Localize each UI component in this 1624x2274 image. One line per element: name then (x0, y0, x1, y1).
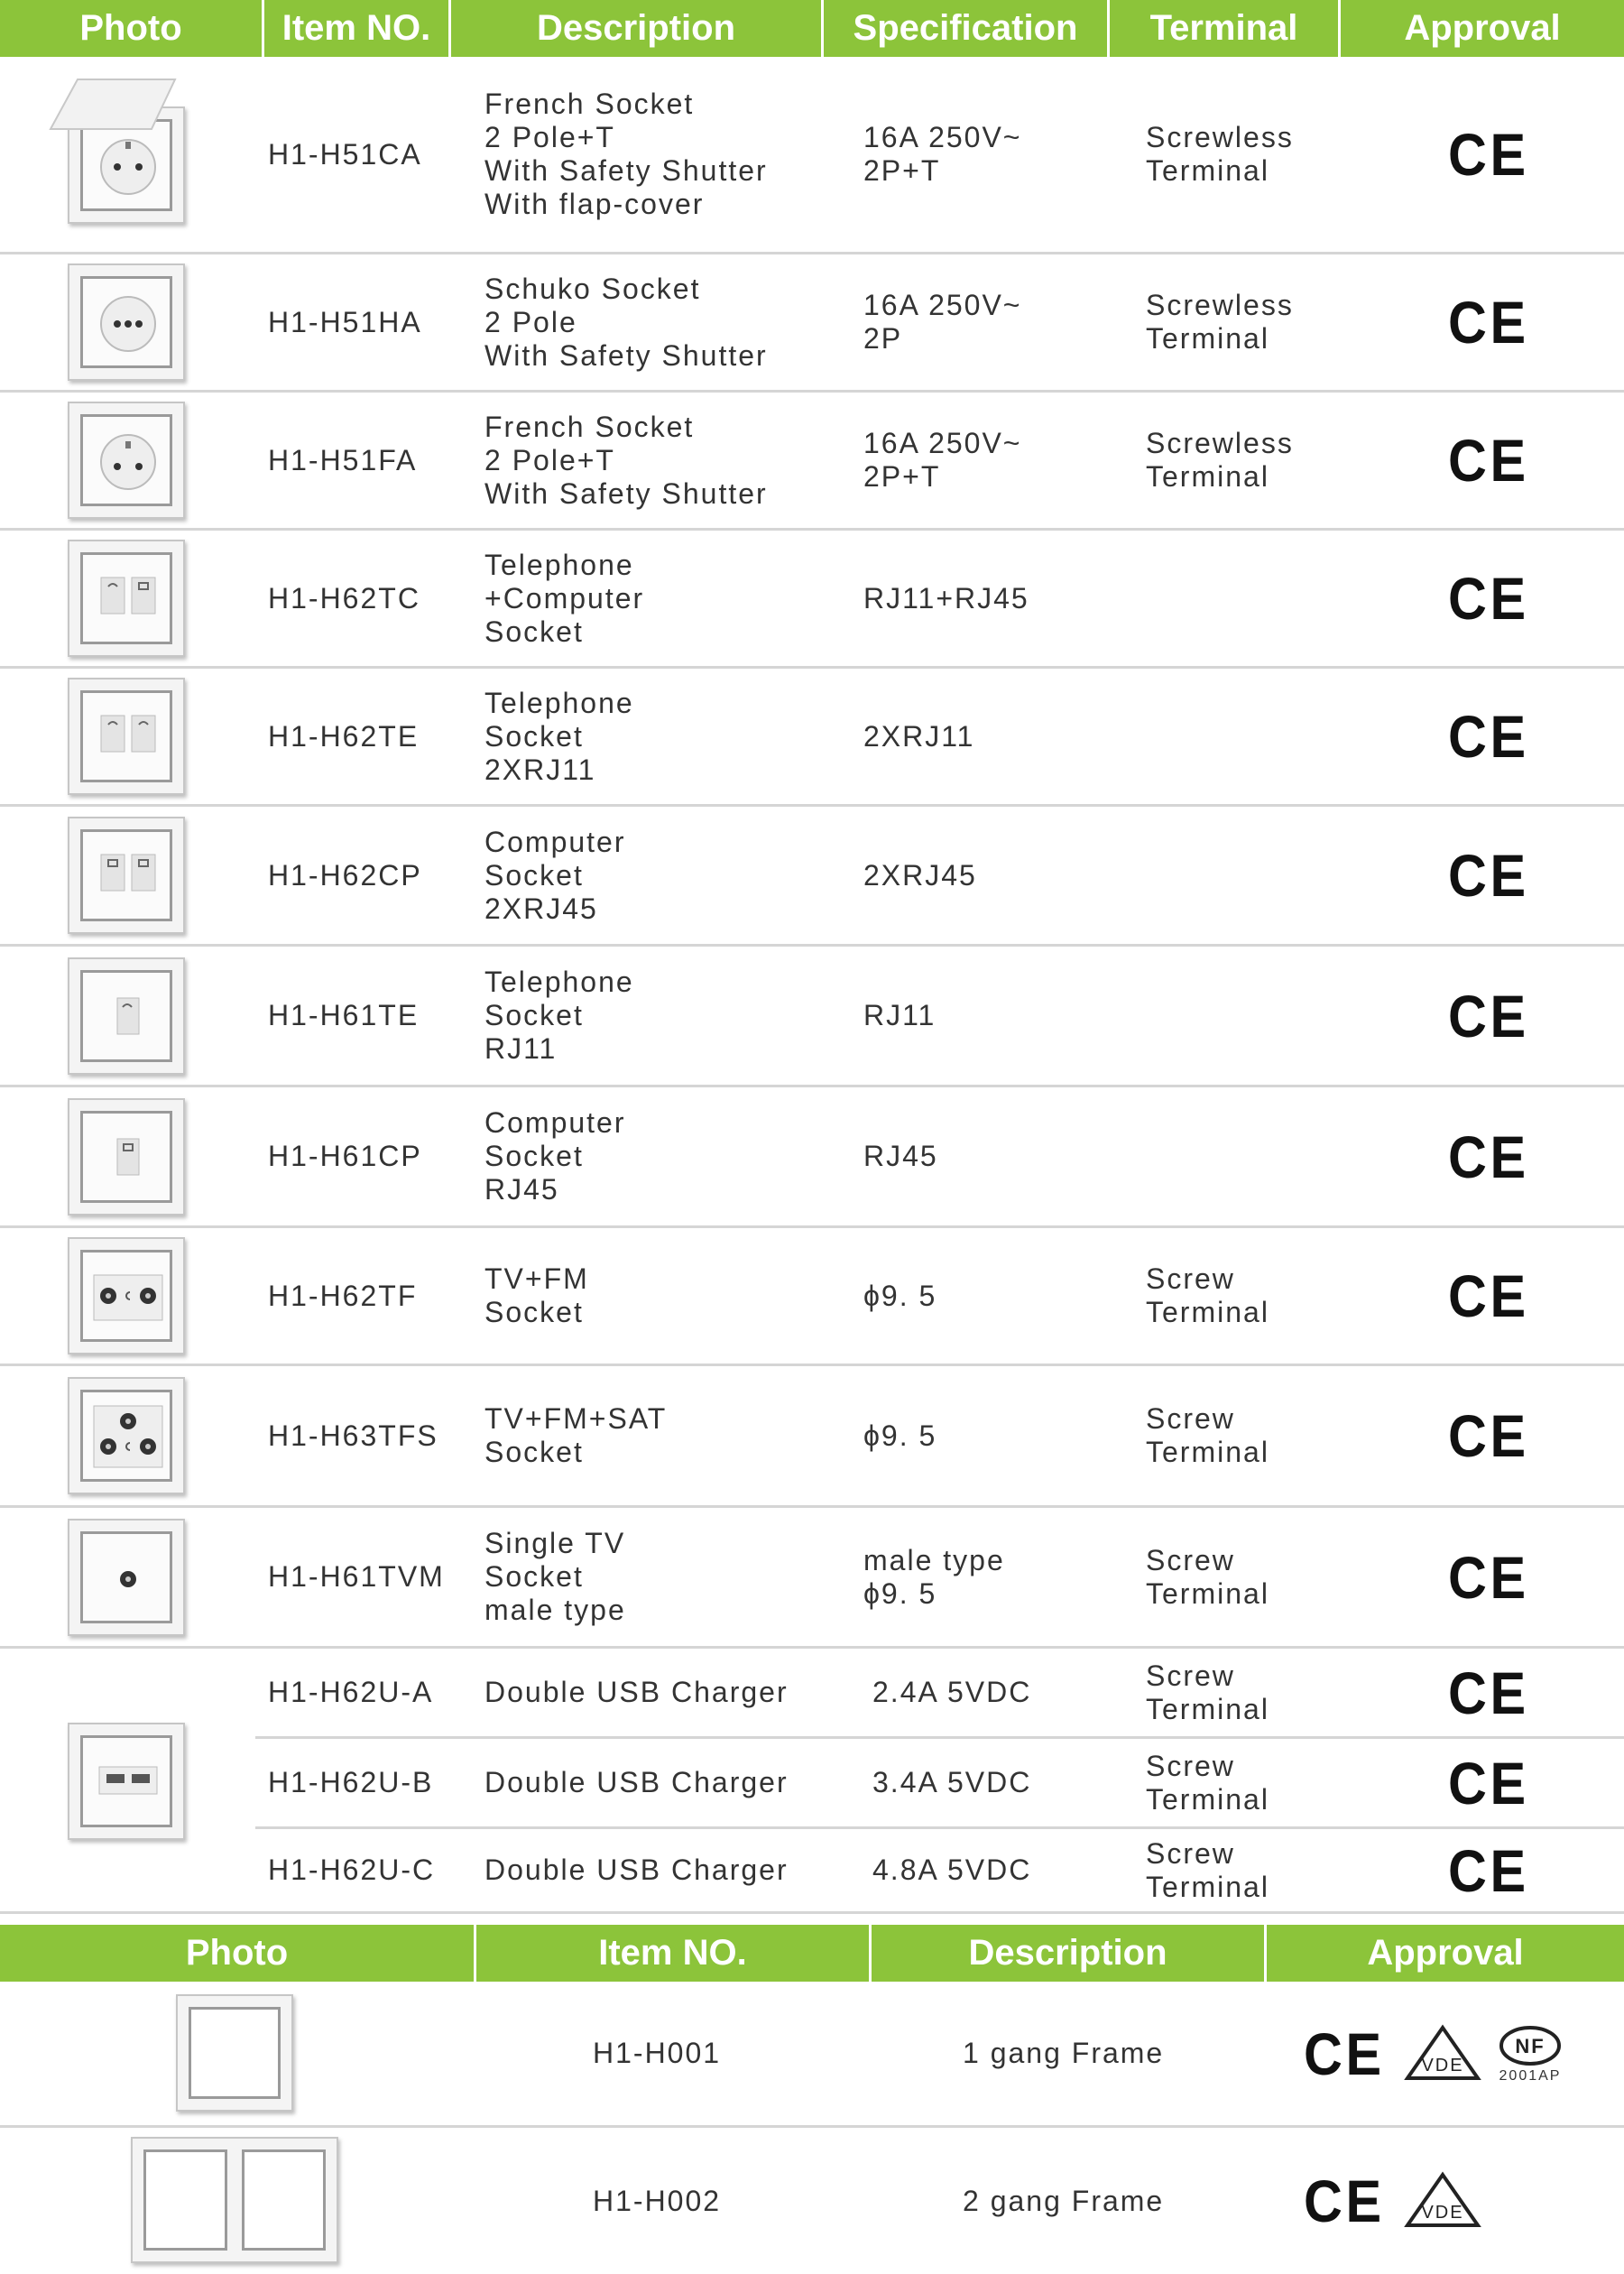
item-number: H1-H62TC (268, 581, 420, 615)
description: French Socket 2 Pole+T With Safety Shutter With flap-cover (484, 88, 768, 220)
specification: 16A 250V~ 2P+T (863, 427, 1022, 493)
header-specification: Specification (853, 8, 1078, 48)
vde-mark-icon (1404, 2024, 1481, 2084)
double-usb-charger-photo (68, 1723, 185, 1840)
specification: 16A 250V~ 2P+T (863, 121, 1022, 187)
item-number: H1-H002 (593, 2184, 722, 2217)
item-number: H1-H63TFS (268, 1419, 438, 1452)
item-number: H1-H62U-A (268, 1676, 434, 1708)
ce-mark-icon: CE (1448, 1836, 1529, 1904)
header-item-no: Item NO. (598, 1933, 747, 1973)
table-row (0, 254, 1624, 393)
item-number: H1-H61TVM (268, 1560, 445, 1593)
specification: 16A 250V~ 2P (863, 289, 1022, 355)
description: 2 gang Frame (963, 2184, 1165, 2217)
specification: male type ϕ9. 5 (863, 1543, 1005, 1610)
specification: RJ45 (863, 1140, 938, 1172)
table-row (0, 947, 1624, 1087)
header-photo: Photo (79, 8, 182, 48)
specification: 2XRJ11 (863, 719, 975, 753)
header-description: Description (536, 8, 736, 48)
specification: ϕ9. 5 (863, 1419, 937, 1452)
table-row (0, 807, 1624, 947)
specification: 4.8A 5VDC (872, 1853, 1032, 1886)
ce-mark-icon: CE (1448, 565, 1529, 632)
header-approval: Approval (1404, 8, 1561, 48)
terminal: Screw Terminal (1146, 1749, 1269, 1816)
terminal: Screw Terminal (1146, 1836, 1269, 1903)
description: Computer Socket 2XRJ45 (484, 825, 626, 925)
telephone-socket-photo (68, 957, 185, 1075)
item-number: H1-H62TF (268, 1279, 418, 1312)
header-item-no: Item NO. (281, 8, 431, 48)
item-number: H1-H62CP (268, 858, 422, 892)
ce-mark-icon: CE (1448, 1659, 1529, 1726)
header-terminal: Terminal (1149, 8, 1298, 48)
table-row (0, 393, 1624, 531)
ce-mark-icon: CE (1448, 427, 1529, 494)
tv-fm-sat-socket-photo (68, 1377, 185, 1494)
item-number: H1-H62U-C (268, 1853, 436, 1886)
frame-table-header (0, 1925, 1624, 1982)
header-photo: Photo (185, 1933, 289, 1973)
terminal: Screw Terminal (1146, 1659, 1269, 1725)
flap-cover-icon (43, 75, 179, 138)
table-row (0, 531, 1624, 669)
description: Double USB Charger (484, 1676, 789, 1708)
description: Telephone Socket RJ11 (484, 966, 634, 1065)
description: Schuko Socket 2 Pole With Safety Shutter (484, 272, 768, 372)
terminal: Screwless Terminal (1146, 121, 1294, 187)
item-number: H1-H62TE (268, 719, 420, 753)
ce-mark-icon: CE (1448, 1749, 1529, 1816)
header-description: Description (968, 1933, 1167, 1973)
terminal: Screwless Terminal (1146, 289, 1294, 355)
ce-mark-icon: CE (1448, 1123, 1529, 1190)
svg-text:VDE: VDE (1421, 2055, 1464, 2075)
ce-mark-icon: CE (1303, 2168, 1385, 2234)
ce-mark-icon: CE (1448, 1262, 1529, 1329)
table-row (0, 1508, 1624, 1649)
double-telephone-socket-photo (68, 678, 185, 795)
usb-charger-group (0, 1649, 1624, 1914)
item-number: H1-H51FA (268, 443, 418, 476)
specification: RJ11 (863, 999, 937, 1031)
tel-computer-socket-photo (68, 540, 185, 657)
table-header (0, 0, 1624, 57)
table-row (0, 1366, 1624, 1508)
description: 1 gang Frame (963, 2037, 1165, 2069)
svg-text:2001AP: 2001AP (1499, 2067, 1562, 2084)
computer-socket-photo (68, 1098, 185, 1216)
item-number: H1-H61CP (268, 1140, 422, 1172)
item-number: H1-H001 (593, 2037, 722, 2069)
ce-mark-icon: CE (1448, 289, 1529, 356)
description: Telephone Socket 2XRJ11 (484, 686, 634, 786)
specification: RJ11+RJ45 (863, 581, 1029, 615)
terminal: Screw Terminal (1146, 1262, 1269, 1328)
two-gang-frame-photo (131, 2137, 338, 2263)
tv-fm-socket-photo (68, 1237, 185, 1354)
table-row (0, 57, 1624, 254)
ce-mark-icon: CE (1448, 703, 1529, 770)
description: TV+FM+SAT Socket (484, 1402, 668, 1468)
ce-mark-icon: CE (1448, 1543, 1529, 1611)
description: Single TV Socket male type (484, 1527, 626, 1626)
terminal: Screw Terminal (1146, 1543, 1269, 1610)
ce-mark-icon: CE (1448, 842, 1529, 909)
nf-mark-icon (1496, 2024, 1564, 2084)
single-tv-socket-photo (68, 1519, 185, 1636)
specification: 2XRJ45 (863, 858, 977, 892)
specification: 2.4A 5VDC (872, 1676, 1032, 1708)
item-number: H1-H61TE (268, 999, 420, 1031)
header-approval: Approval (1367, 1933, 1524, 1973)
svg-text:VDE: VDE (1421, 2203, 1464, 2223)
table-row (0, 1982, 1624, 2128)
table-row (0, 1228, 1624, 1366)
ce-mark-icon: CE (1448, 982, 1529, 1049)
description: Double USB Charger (484, 1853, 789, 1886)
french-socket-photo (68, 402, 185, 519)
vde-mark-icon (1404, 2171, 1481, 2231)
ce-mark-icon: CE (1303, 2020, 1385, 2087)
schuko-socket-photo (68, 263, 185, 381)
description: Computer Socket RJ45 (484, 1106, 626, 1206)
table-row (0, 1087, 1624, 1228)
terminal: Screwless Terminal (1146, 427, 1294, 493)
svg-text:NF: NF (1515, 2034, 1546, 2057)
table-row (0, 2128, 1624, 2274)
item-number: H1-H51CA (268, 137, 422, 171)
item-number: H1-H51HA (268, 305, 422, 338)
description: Double USB Charger (484, 1766, 789, 1798)
description: TV+FM Socket (484, 1262, 589, 1328)
specification: 3.4A 5VDC (872, 1766, 1032, 1798)
terminal: Screw Terminal (1146, 1402, 1269, 1468)
description: Telephone +Computer Socket (484, 548, 645, 648)
double-computer-socket-photo (68, 817, 185, 934)
ce-mark-icon: CE (1448, 1402, 1529, 1469)
item-number: H1-H62U-B (268, 1766, 434, 1798)
table-row (0, 669, 1624, 807)
one-gang-frame-photo (176, 1994, 293, 2112)
specification: ϕ9. 5 (863, 1279, 937, 1312)
description: French Socket 2 Pole+T With Safety Shutter (484, 410, 768, 510)
ce-mark-icon: CE (1448, 121, 1529, 188)
